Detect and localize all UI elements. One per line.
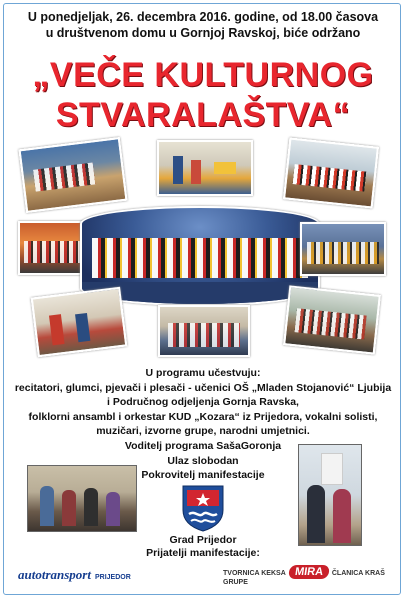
autotransport-logo xyxy=(18,567,131,583)
mira-logo xyxy=(223,565,406,586)
announcement xyxy=(0,9,406,41)
collage-photo-children xyxy=(31,287,128,358)
autotransport-name: autotransport xyxy=(18,567,91,582)
collage-photo-classroom xyxy=(157,140,253,196)
collage-photo-folk-group xyxy=(283,137,379,208)
photo-two-children xyxy=(298,444,362,546)
announcement-line-1: U ponedjeljak, 26. decembra 2016. godine, od 18.00 časova xyxy=(27,10,379,24)
program-line-2: i Područnog odjeljenja Gornja Ravska, xyxy=(107,396,299,409)
collage-photo-dance-right xyxy=(300,222,386,276)
program-line-1: recitatori, glumci, pjevači i plesači - učenici OŠ „Mladen Stojanović“ Ljubija xyxy=(14,381,392,394)
program-line-4: muzičari, izvorne grupe, narodni umjetnici. xyxy=(96,425,310,438)
patron-block xyxy=(0,534,406,560)
collage-photo-musicians xyxy=(283,285,381,354)
program-patron: Pokrovitelj manifestacije xyxy=(141,469,265,482)
program-host: Voditelj programa SašaGoronja xyxy=(124,439,282,452)
patron-name: Grad Prijedor xyxy=(169,534,237,546)
photo-children-group xyxy=(27,465,137,532)
mira-brand: MIRA xyxy=(288,565,330,579)
collage-photo-performers xyxy=(158,305,250,357)
autotransport-city: PRIJEDOR xyxy=(94,574,131,581)
program-line-3: folklorni ansambl i orkestar KUD „Kozara“ iz Prijedora, vokalni solisti, xyxy=(28,410,378,423)
program-heading: U programu učestvuju: xyxy=(145,367,261,379)
program-entry: Ulaz slobodan xyxy=(167,454,239,467)
prijedor-coat-of-arms-icon xyxy=(181,484,225,532)
mira-left-text: TVORNICA KEKSA xyxy=(223,570,286,577)
event-title-line-1: „VEČE KULTURNOG xyxy=(32,56,374,94)
mira-right-text: ČLANICA KRAŠ GRUPE xyxy=(223,570,385,586)
announcement-line-2: u društvenom domu u Gornjoj Ravskoj, biće održano xyxy=(45,26,361,40)
collage-photo-stage-dancers xyxy=(18,137,127,213)
event-title-line-2: STVARALAŠTVA“ xyxy=(55,96,351,134)
friends-heading: Prijatelji manifestacije: xyxy=(146,547,260,559)
